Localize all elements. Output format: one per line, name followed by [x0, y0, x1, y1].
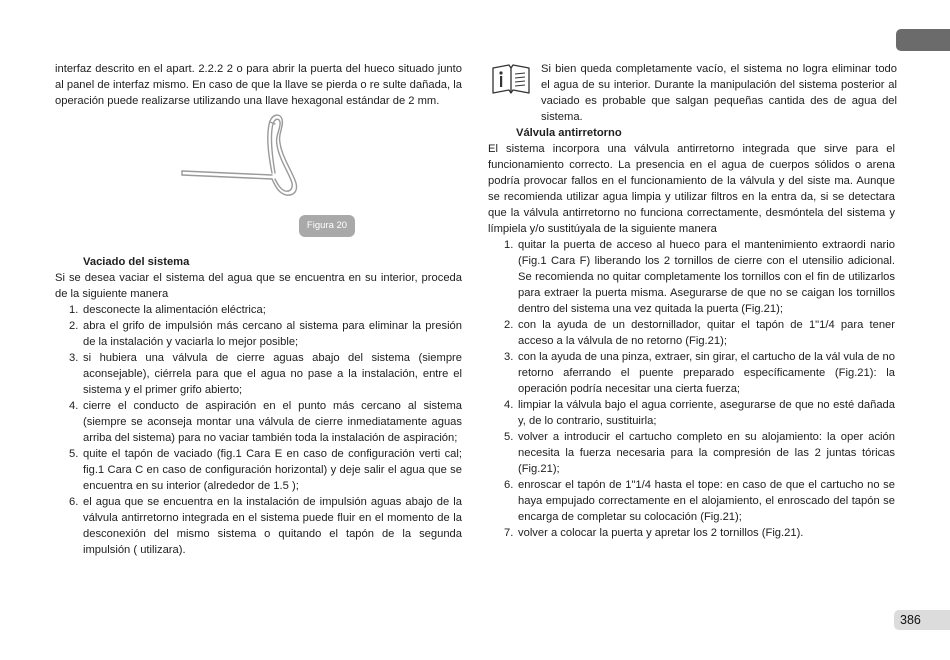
list-item: 4. limpiar la válvula bajo el agua corriente, asegurarse de que no esté dañada y, de lo contrario, sustituirla; [504, 399, 895, 427]
section-heading-valvula: Válvula antirretorno [516, 127, 622, 139]
note-box [488, 61, 895, 125]
list-item: 6. enroscar el tapón de 1"1/4 hasta el tope: en caso de que el cartucho no se haya empujado correctamente en el alojamiento, el enroscado del tapón se encarga de completar su colocación (Fig.21); [504, 479, 895, 523]
right-column [488, 61, 895, 541]
figure-20 [55, 109, 462, 254]
list-item: 4. cierre el conducto de aspiración en el punto más cercano al sistema (siempre se aconseja montar una válvula de cierre inmediatamente aguas arriba del sistema) para no vaciar también toda la instalación de aspiración; [69, 400, 462, 444]
list-item: 1. quitar la puerta de acceso al hueco para el mantenimiento extraordi nario (Fig.1 Cara F) liberando los 2 tornillos de cierre con el utensilio adicional. Se recomienda no quitar completamente los tornillos con el fin de utilizarlos para extraer la puerta misma. Asegurarse de que no se caigan los tornillos dentro del sistema una vez quitada la puerta (Fig.21); [504, 239, 895, 315]
list-item: 5. volver a introducir el cartucho completo en su alojamiento: la oper ación necesita la fuerza necesaria para la compresión de las 2 juntas tóricas (Fig.21); [504, 431, 895, 475]
list-item: 6. el agua que se encuentra en la instalación de impulsión aguas abajo de la válvula antirretorno integrada en el sistema puede fluir en el momento de la desconexión del mismo sistema o quitando el tapón de la segunda impulsión ( utilizara). [69, 496, 462, 556]
page-number: 386 [894, 610, 950, 630]
section-heading-vaciado: Vaciado del sistema [83, 256, 190, 268]
hex-key-icon [180, 113, 350, 208]
list-item: 2. con la ayuda de un destornillador, quitar el tapón de 1"1/4 para tener acceso a la válvula de no retorno (Fig.21); [504, 319, 895, 347]
note-text: Si bien queda completamente vacío, el sistema no logra eliminar todo el agua de su interior. Durante la manipulación del sistema posterior al vaciado es probable que salgan pequeñas cantida des de agua del sistema. [541, 63, 897, 123]
steps-list [55, 302, 462, 558]
section-paragraph: Si se desea vaciar el sistema del agua que se encuentra en su interior, proceda de la siguiente manera [55, 272, 462, 300]
intro-paragraph: interfaz descrito en el apart. 2.2.2 2 o para abrir la puerta del hueco situado junto al panel de interfaz mismo. En caso de que la llave se pierda o re sulte dañada, la operación puede realizarse utilizando una llave hexagonal estándar de 2 mm. [55, 63, 462, 107]
list-item: 5. quite el tapón de vaciado (fig.1 Cara E en caso de configuración verti cal; fig.1 Cara C en caso de configuración horizontal) y deje salir el agua que se encuentra en su interior (alrededor de 1.5 ); [69, 448, 462, 492]
manual-info-icon [492, 64, 530, 94]
list-item: 3. con la ayuda de una pinza, extraer, sin girar, el cartucho de la vál vula de no retorno aferrando el puente preparado específicamente (Fig.21): la operación podría necesitar una cierta fuerza; [504, 351, 895, 395]
steps-list [488, 237, 895, 541]
chapter-tab [896, 29, 950, 51]
figure-label: Figura 20 [299, 215, 355, 237]
list-item: 3. si hubiera una válvula de cierre aguas abajo del sistema (siempre aconsejable), ciérrela para que el agua no pase a la instalación, entre el sistema y el primer grifo abierto; [69, 352, 462, 396]
section-paragraph: El sistema incorpora una válvula antirretorno integrada que sirve para el funcionamiento correcto. La presencia en el agua de cuerpos sólidos o arena podría provocar fallos en el funcionamiento de la válvula y del siste ma. Aunque se recomienda utilizar agua limpia y utilizar filtros en la entra da, si se detectara que la válvula antirretorno no funciona correctamente, desmóntela del sistema y límpiela y/o sustitúyala de la siguiente manera [488, 143, 895, 235]
list-item: 2. abra el grifo de impulsión más cercano al sistema para eliminar la presión de la instalación y vaciarla lo mejor posible; [69, 320, 462, 348]
left-column [55, 61, 462, 558]
list-item: 1. desconecte la alimentación eléctrica; [69, 304, 266, 316]
list-item: 7. volver a colocar la puerta y apretar los 2 tornillos (Fig.21). [504, 527, 804, 539]
